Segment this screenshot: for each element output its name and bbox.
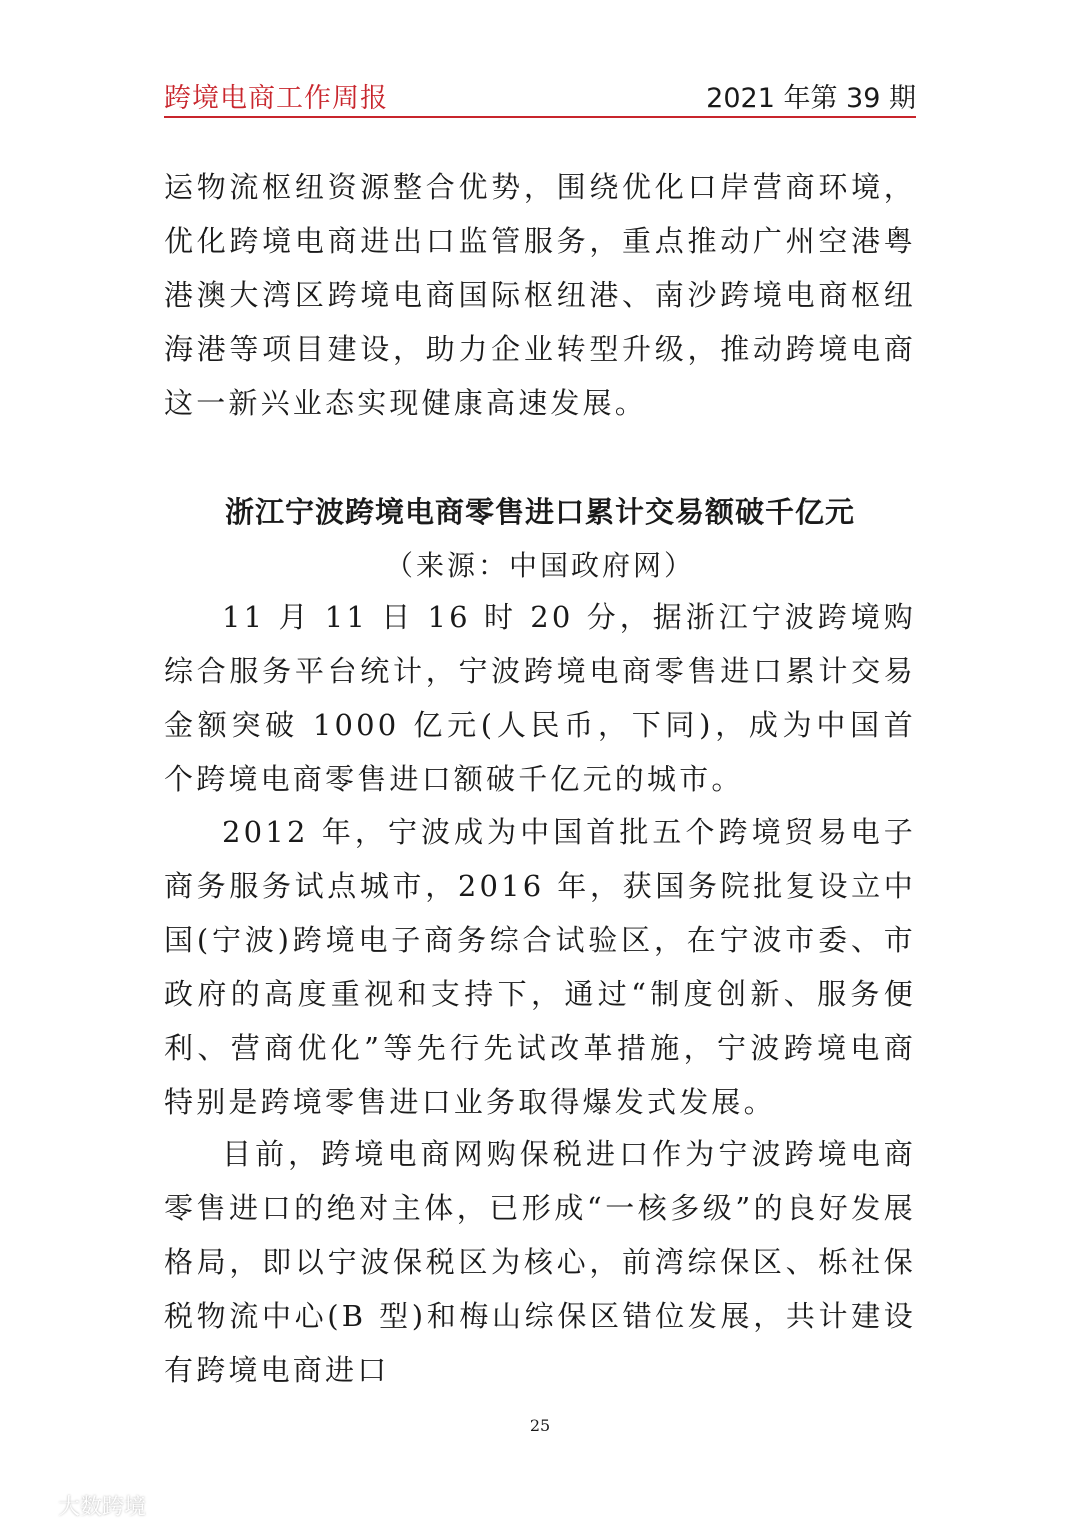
article-source: （来源：中国政府网） xyxy=(384,549,695,582)
article-paragraph: 11 月 11 日 16 时 20 分，据浙江宁波跨境购综合服务平台统计，宁波跨境电商零售进口累计交易金额突破 1000 亿元(人民币，下同)，成为中国首个跨境电商零售进口额破千亿元的城市。 xyxy=(164,600,916,796)
article-title: 浙江宁波跨境电商零售进口累计交易额破千亿元 xyxy=(224,495,855,529)
page-number: 25 xyxy=(529,1416,551,1435)
issue-number: 2021 年第 39 期 xyxy=(706,83,916,114)
publication-title: 跨境电商工作周报 xyxy=(164,83,388,114)
article-paragraph: 2012 年，宁波成为中国首批五个跨境贸易电子商务服务试点城市，2016 年，获国务院批复设立中国(宁波)跨境电子商务综合试验区，在宁波市委、市政府的高度重视和支持下，通过“制度创新、服务便利、营商优化”等先行先试改革措施，宁波跨境电商特别是跨境零售进口业务取得爆发式发展。 xyxy=(164,815,916,1119)
watermark-text: 大数跨境 xyxy=(58,1494,147,1520)
article-paragraph: 目前，跨境电商网购保税进口作为宁波跨境电商零售进口的绝对主体，已形成“一核多级”的良好发展格局，即以宁波保税区为核心，前湾综保区、栎社保税物流中心(B 型)和梅山综保区错位发展，共计建设有跨境电商进口 xyxy=(164,1137,916,1387)
page-header xyxy=(164,70,916,118)
watermark xyxy=(22,1490,146,1520)
weibo-icon xyxy=(22,1493,52,1517)
intro-paragraph: 运物流枢纽资源整合优势，围绕优化口岸营商环境，优化跨境电商进出口监管服务，重点推动广州空港粤港澳大湾区跨境电商国际枢纽港、南沙跨境电商枢纽海港等项目建设，助力企业转型升级，推动跨境电商这一新兴业态实现健康高速发展。 xyxy=(164,170,916,420)
